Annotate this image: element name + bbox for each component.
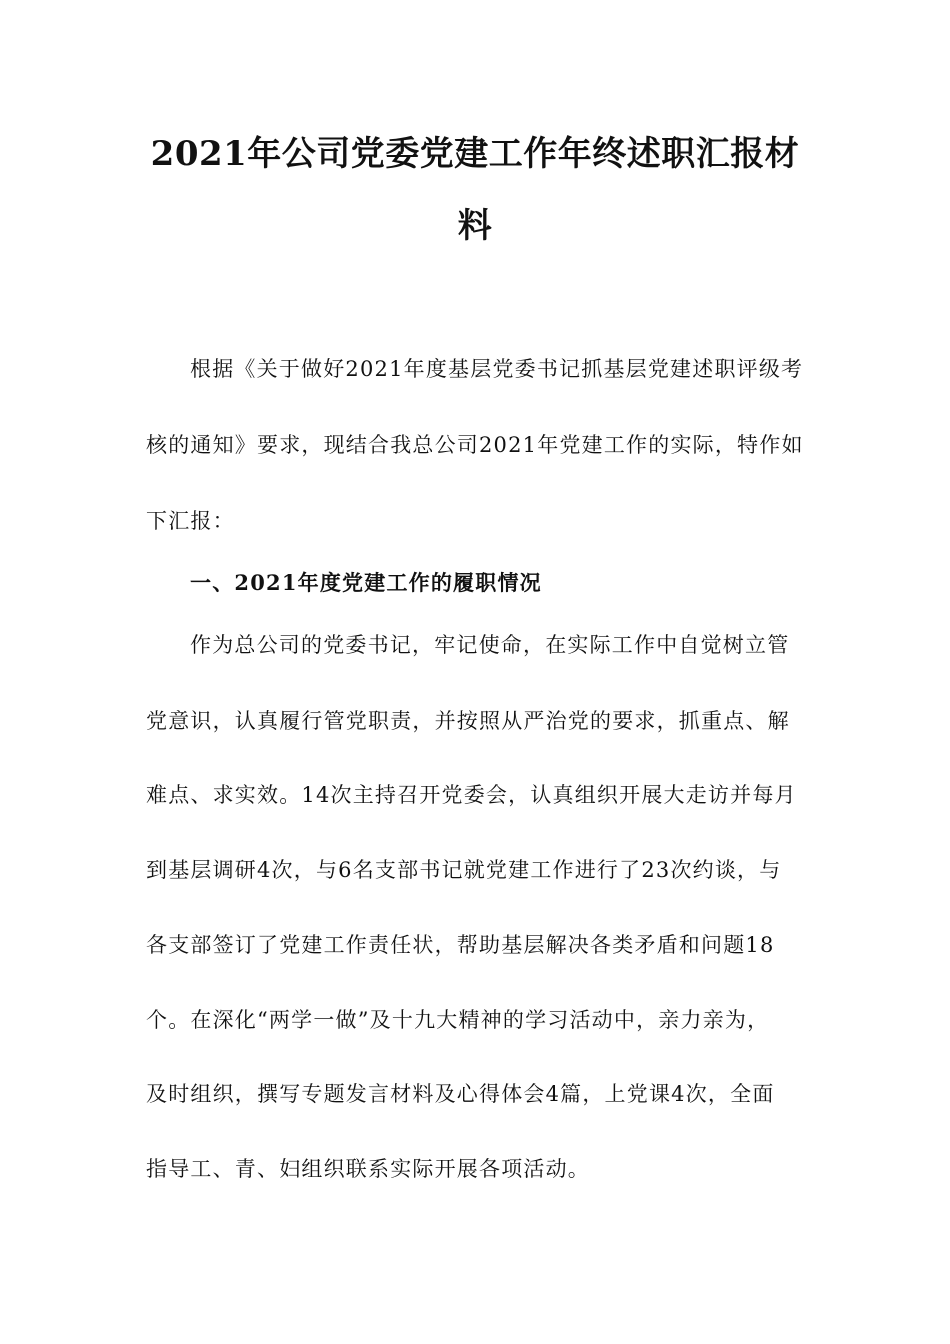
intro-line-2: 核的通知》要求，现结合我总公司2021年党建工作的实际，特作如 [146, 433, 804, 457]
document-title-line-2: 料 [457, 206, 493, 246]
body-line-6: 个。在深化“两学一做”及十九大精神的学习活动中，亲力亲为， [146, 1008, 770, 1032]
body-line-3: 难点、求实效。14次主持召开党委会，认真组织开展大走访并每月 [146, 783, 797, 807]
document-title-line-1: 2021年公司党委党建工作年终述职汇报材 [150, 134, 800, 174]
intro-line-1: 根据《关于做好2021年度基层党委书记抓基层党建述职评级考 [190, 357, 804, 381]
intro-line-3: 下汇报： [146, 509, 235, 533]
body-line-1: 作为总公司的党委书记，牢记使命，在实际工作中自觉树立管 [190, 633, 790, 657]
body-line-8: 指导工、青、妇组织联系实际开展各项活动。 [146, 1157, 590, 1181]
body-line-4: 到基层调研4次，与6名支部书记就党建工作进行了23次约谈，与 [146, 858, 782, 882]
section-heading: 一、2021年度党建工作的履职情况 [190, 570, 542, 595]
body-line-5: 各支部签订了党建工作责任状，帮助基层解决各类矛盾和问题18 [146, 933, 775, 957]
body-line-2: 党意识，认真履行管党职责，并按照从严治党的要求，抓重点、解 [146, 709, 790, 733]
body-line-7: 及时组织，撰写专题发言材料及心得体会4篇，上党课4次，全面 [146, 1082, 775, 1106]
